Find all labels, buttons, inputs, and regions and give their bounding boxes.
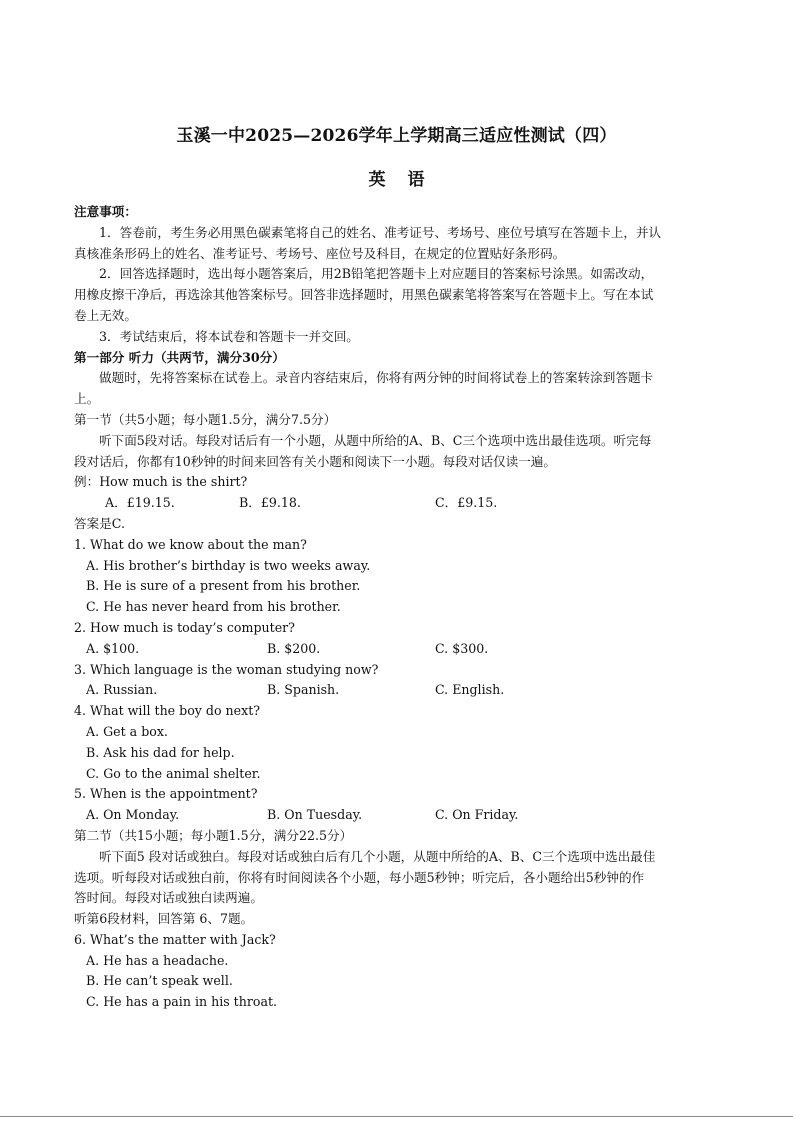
section2-heading: 第二节（共15小题；每小题1.5分，满分22.5分） [74,827,353,843]
question-5-option-a: A. On Monday. [86,807,180,823]
question-2: 2. How much is today’s computer? [74,619,295,635]
question-3: 3. Which language is the woman studying now? [74,661,379,677]
example-options [74,493,726,514]
exam-title: 玉溪一中2025—2026学年上学期高三适应性测试（四） [176,126,617,146]
page-bottom-rule [0,1116,793,1117]
section2-intro-line-2: 选项。听每段对话或独白前，你将有时间阅读各个小题，每小题5秒钟；听完后，各小题给出5秒钟的作 [74,869,645,885]
question-6-option-a: A. He has a headache. [86,952,229,968]
question-5: 5. When is the appointment? [74,786,258,802]
question-1-option-b: B. He is sure of a present from his brother. [86,578,361,594]
question-1-option-c: C. He has never heard from his brother. [86,599,341,615]
exam-content [74,202,726,1013]
question-2-option-a: A. $100. [86,640,140,656]
section1-intro-line-1: 听下面5段对话。每段对话后有一个小题，从题中所给的A、B、C三个选项中选出最佳选项。听完每 [99,432,652,448]
question-4-option-c: C. Go to the animal shelter. [86,765,261,781]
question-1-option-a: A. His brother’s birthday is two weeks away. [86,557,371,573]
material-6-instruction: 听第6段材料，回答第 6、7题。 [74,911,254,927]
question-1: 1. What do we know about the man? [74,536,307,552]
question-3-option-b: B. Spanish. [267,682,340,698]
question-4: 4. What will the boy do next? [74,703,261,719]
example-option-c: C．£9.15. [435,495,498,511]
question-5-option-c: C. On Friday. [435,807,519,823]
question-2-options [74,639,726,660]
question-2-option-c: C. $300. [435,640,489,656]
question-5-option-b: B. On Tuesday. [267,807,363,823]
question-6-option-b: B. He can’t speak well. [86,973,233,989]
question-3-option-c: C. English. [435,682,505,698]
question-4-option-a: A. Get a box. [86,723,168,739]
question-3-options [74,680,726,701]
notice-heading: 注意事项： [74,204,137,219]
part1-heading: 第一部分 听力（共两节，满分30分） [74,349,285,365]
part1-intro-line-1: 做题时，先将答案标在试卷上。录音内容结束后，你将有两分钟的时间将试卷上的答案转涂到答题卡 [99,370,654,386]
section1-heading: 第一节（共5小题；每小题1.5分，满分7.5分） [74,411,337,427]
question-3-option-a: A. Russian. [86,682,158,698]
example-question: 例：How much is the shirt? [74,474,248,490]
section1-intro-line-2: 段对话后，你都有10秒钟的时间来回答有关小题和阅读下一小题。每段对话仅读一遍。 [74,453,556,469]
example-option-b: B．£9.18. [239,495,301,511]
question-5-options [74,805,726,826]
notice-item-1-line-1: 1．答卷前，考生务必用黑色碳素笔将自己的姓名、准考证号、考场号、座位号填写在答题卡上，并认 [99,224,662,240]
notice-item-2-line-1: 2．回答选择题时，选出每小题答案后，用2B铅笔把答题卡上对应题目的答案标号涂黑。如需改动， [99,266,654,282]
question-6-option-c: C. He has a pain in his throat. [86,994,278,1010]
example-option-a: A．£19.15. [105,495,175,511]
notice-item-2-line-2: 用橡皮擦干净后，再选涂其他答案标号。回答非选择题时，用黑色碳素笔将答案写在答题卡上。写在本试 [74,287,654,303]
notice-item-1-line-2: 真核准条形码上的姓名、准考证号、考场号、座位号及科目，在规定的位置贴好条形码。 [74,245,566,261]
notice-item-3: 3．考试结束后，将本试卷和答题卡一并交回。 [99,328,359,344]
question-6: 6. What’s the matter with Jack? [74,931,276,947]
question-4-option-b: B. Ask his dad for help. [86,744,235,760]
section2-intro-line-1: 听下面5 段对话或独白。每段对话或独白后有几个小题，从题中所给的A、B、C三个选项中选出最佳 [99,848,656,864]
example-answer: 答案是C. [74,515,125,531]
subject-title: 英语 [368,170,447,190]
section2-intro-line-3: 答时间。每段对话或独白读两遍。 [74,890,263,906]
notice-item-2-line-3: 卷上无效。 [74,307,137,323]
part1-intro-line-2: 上。 [74,391,100,407]
question-2-option-b: B. $200. [267,640,321,656]
